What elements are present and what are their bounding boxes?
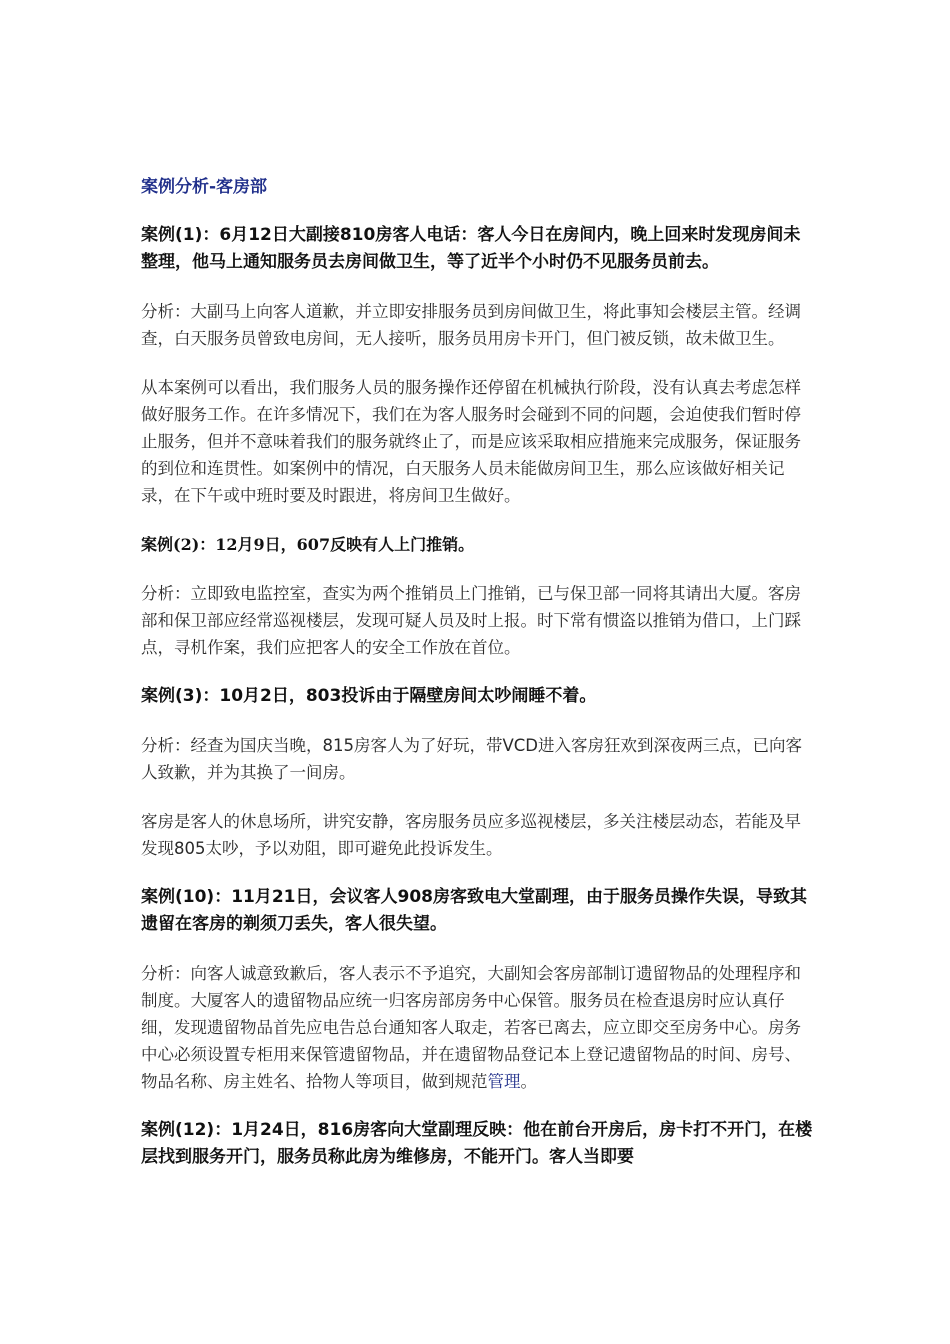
case-12-title: 案例(12)：1月24日，816房客向大堂副理反映：他在前台开房后，房卡打不开门，在楼层找到服务开门，服务员称此房为维修房，不能开门。客人当即要 <box>141 1120 813 1167</box>
case-1-comment: 从本案例可以看出，我们服务人员的服务操作还停留在机械执行阶段，没有认真去考虑怎样做好服务工作。在许多情况下，我们在为客人服务时会碰到不同的问题，会迫使我们暂时停止服务，但并不意味着我们的服务就终止了，而是应该采取相应措施来完成服务，保证服务的到位和连贯性。如案例中的情况，白天服务人员未能做房间卫生，那么应该做好相关记录，在下午或中班时要及时跟进，将房间卫生做好。 <box>141 378 801 505</box>
case-10-title: 案例(10)：11月21日，会议客人908房客致电大堂副理，由于服务员操作失误，导致其遗留在客房的剃须刀丢失，客人很失望。 <box>141 887 807 934</box>
case-2-analysis: 分析：立即致电监控室，查实为两个推销员上门推销，已与保卫部一同将其请出大厦。客房部和保卫部应经常巡视楼层，发现可疑人员及时上报。时下常有惯盗以推销为借口，上门踩点，寻机作案，我们应把客人的安全工作放在首位。 <box>141 584 801 657</box>
case-3-title: 案例(3)：10月2日，803投诉由于隔壁房间太吵闹睡不着。 <box>141 686 597 706</box>
case-10-analysis-end: 。 <box>520 1072 537 1091</box>
management-link[interactable]: 管理 <box>487 1072 521 1091</box>
case-2-title: 案例(2)：12月9日，607反映有人上门推销。 <box>141 535 475 554</box>
case-3-analysis: 分析：经查为国庆当晚，815房客人为了好玩，带VCD进入客房狂欢到深夜两三点，已向客人致歉，并为其换了一间房。 <box>141 736 803 782</box>
case-1-analysis: 分析：大副马上向客人道歉，并立即安排服务员到房间做卫生，将此事知会楼层主管。经调查，白天服务员曾致电房间，无人接听，服务员用房卡开门，但门被反锁，故未做卫生。 <box>141 302 801 348</box>
case-10-analysis-text: 分析：向客人诚意致歉后，客人表示不予追究，大副知会客房部制订遗留物品的处理程序和制度。大厦客人的遗留物品应统一归客房部房务中心保管。服务员在检查退房时应认真仔细，发现遗留物品首先应电告总台通知客人取走，若客已离去，应立即交至房务中心。房务中心必须设置专柜用来保管遗留物品，并在遗留物品登记本上登记遗留物品的时间、房号、物品名称、房主姓名、拾物人等项目，做到规范 <box>141 964 801 1091</box>
case-10-analysis <box>141 960 813 1095</box>
case-3-comment: 客房是客人的休息场所，讲究安静，客房服务员应多巡视楼层，多关注楼层动态，若能及早发现805太吵，予以劝阻，即可避免此投诉发生。 <box>141 812 801 858</box>
case-1-title: 案例(1)：6月12日大副接810房客人电话：客人今日在房间内，晚上回来时发现房间未整理，他马上通知服务员去房间做卫生，等了近半个小时仍不见服务员前去。 <box>141 225 801 272</box>
document-title: 案例分析-客房部 <box>141 177 268 197</box>
document-page <box>141 174 813 1193</box>
